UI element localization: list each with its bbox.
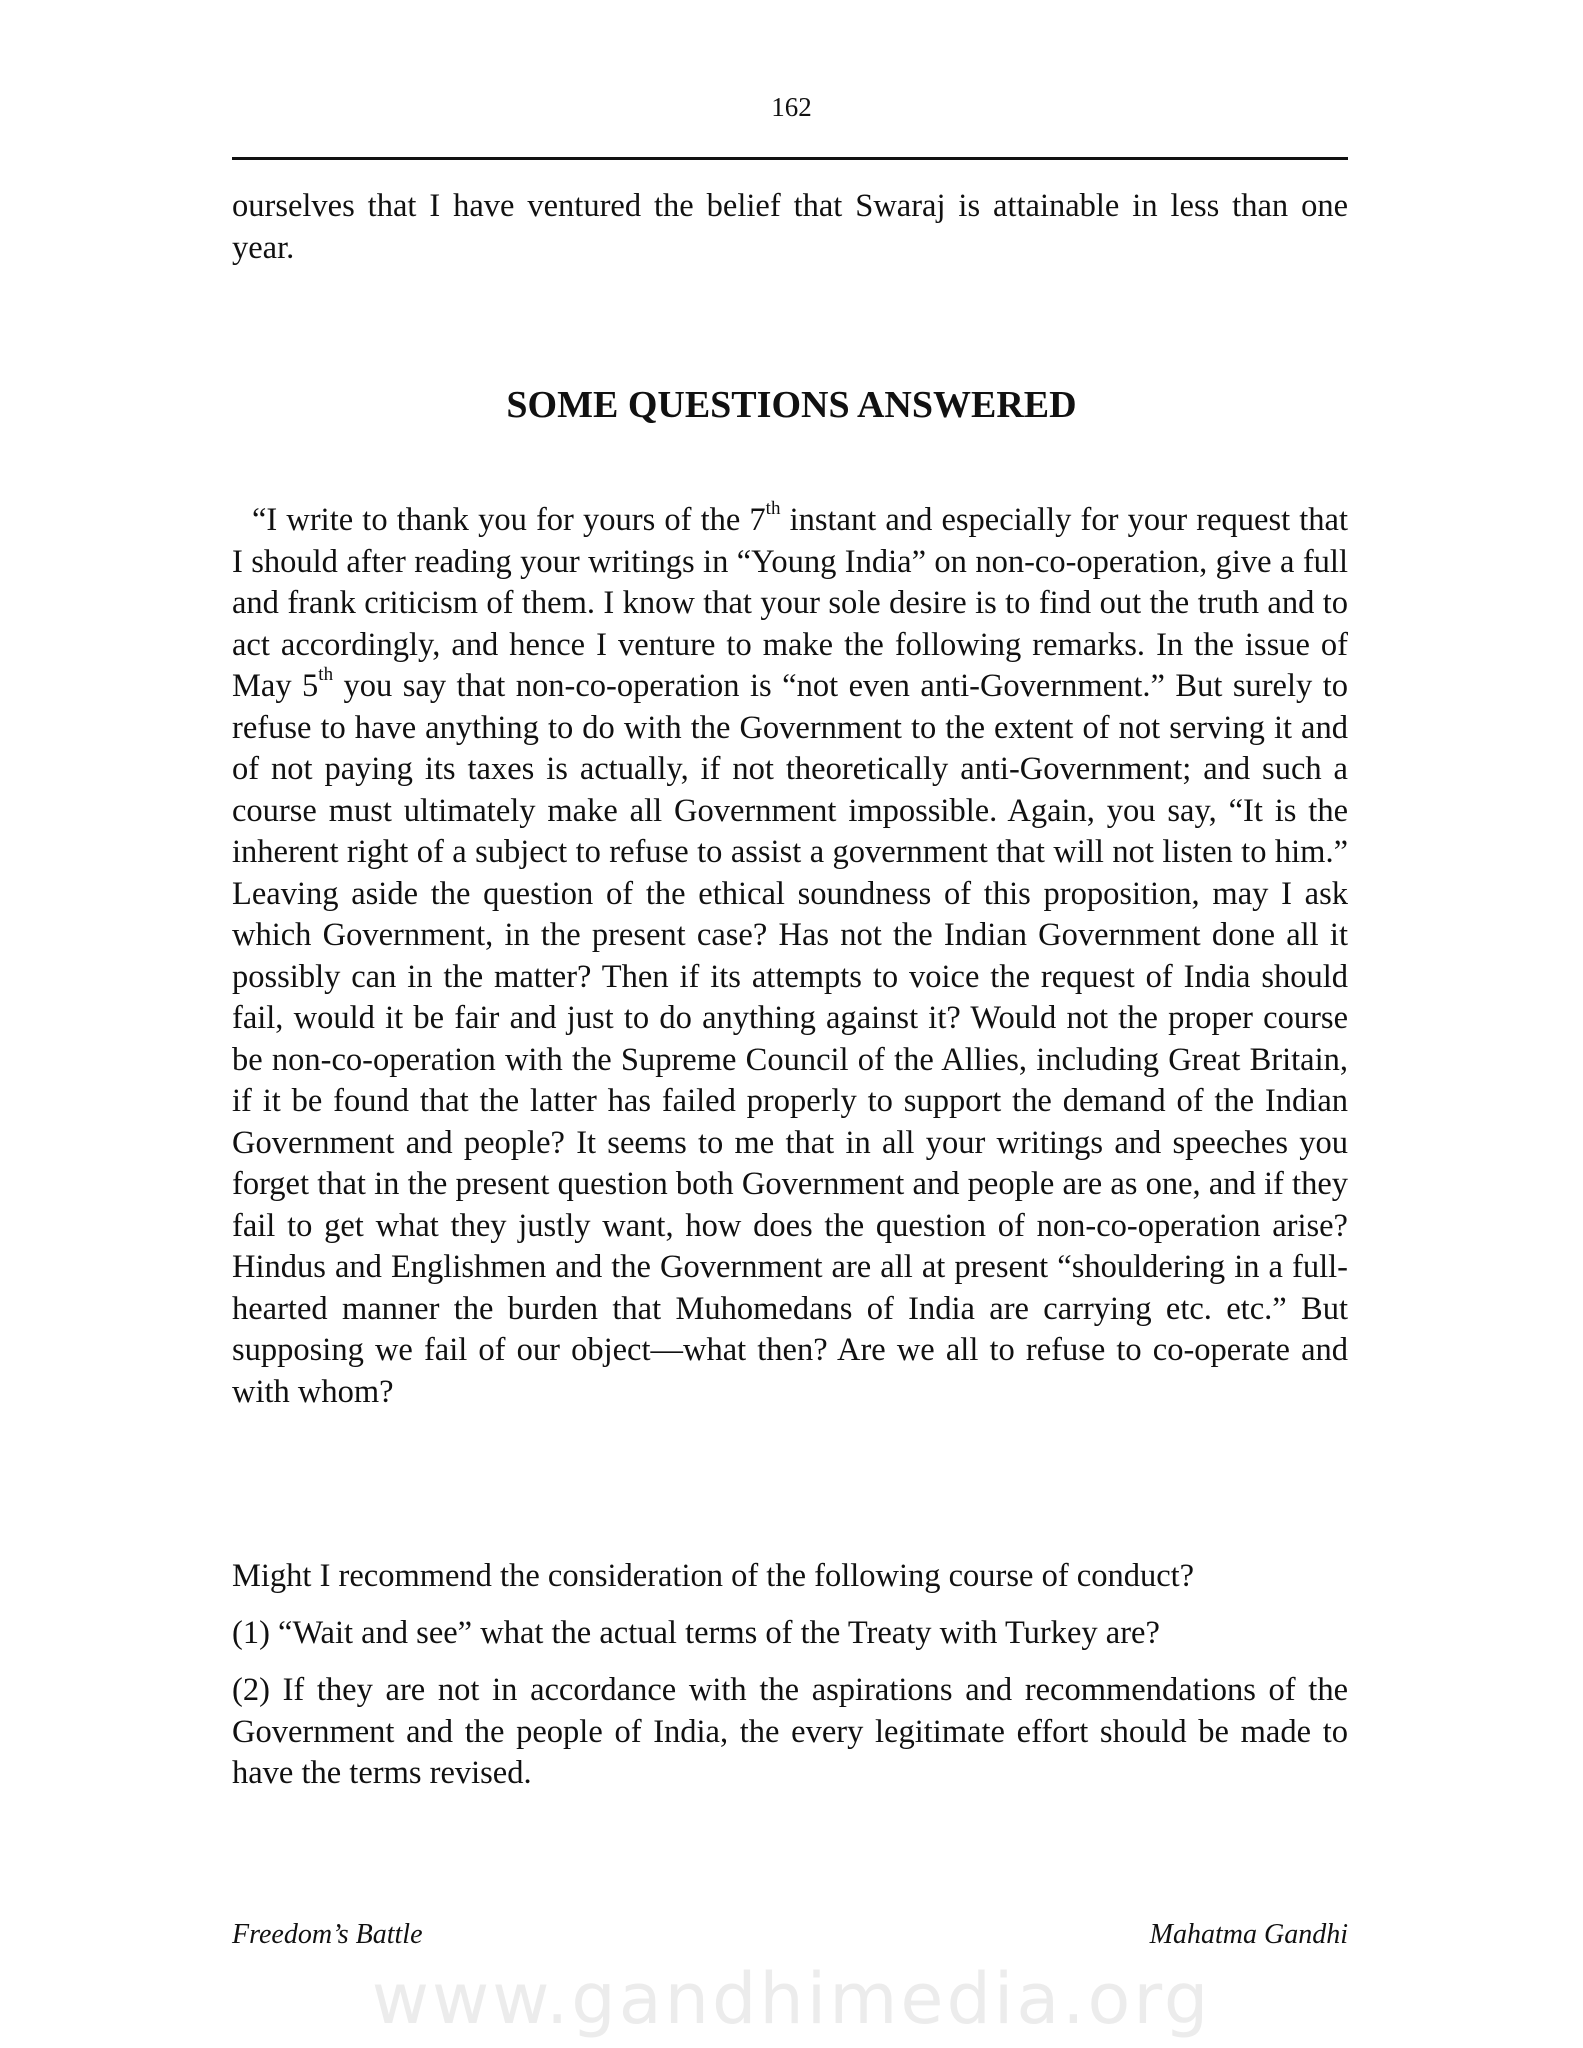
ordinal-suffix-2: th — [318, 664, 334, 686]
footer-book-title: Freedom’s Battle — [232, 1919, 423, 1950]
recommendation-paragraph: Might I recommend the consideration of the following course of conduct? — [232, 1558, 1195, 1594]
letter-text-part-2: instant and especially for your request that I should after reading your writings in “Young India” on non-co-operation, give a full and frank criticism of them. I know that your sole desire is to find out the truth and to act accordingly, and hence I venture to make the following remarks. In the issue of May 5 — [232, 502, 1349, 704]
header-divider — [232, 157, 1348, 160]
section-heading: SOME QUESTIONS ANSWERED — [506, 384, 1077, 426]
list-item-2: (2) If they are not in accordance with the aspirations and recommendations of the Government and the people of India, the every legitimate effort should be made to have the terms revised. — [232, 1672, 1348, 1791]
letter-paragraph — [232, 500, 1348, 1413]
letter-text-part-1: “I write to thank you for yours of the 7 — [252, 502, 766, 538]
watermark: www.gandhimedia.org — [371, 1958, 1212, 2040]
list-item-1: (1) “Wait and see” what the actual terms of the Treaty with Turkey are? — [232, 1615, 1160, 1651]
letter-text-part-3: you say that non-co-operation is “not even anti-Government.” But surely to refuse to have anything to do with the Government to the extent of not serving it and of not paying its taxes is actually, if not theoretically anti-Government; and such a course must ultimately make all Government impossible. Again, you say, “It is the inherent right of a subject to refuse to assist a government that will not listen to him.” Leaving aside the question of the ethical soundness of this proposition, may I ask which Government, in the present case? Has not the Indian Government done all it possibly can in the matter? Then if its attempts to voice the request of India should fail, would it be fair and just to do anything against it? Would not the proper course be non-co-operation with the Supreme Council of the Allies, including Great Britain, if it be found that the latter has failed properly to support the demand of the Indian Government and people? It seems to me that in all your writings and speeches you forget that in the present question both Government and people are as one, and if they fail to get what they justly want, how does the question of non-co-operation arise? Hindus and Englishmen and the Government are all at present “shouldering in a full-hearted manner the burden that Muhomedans of India are carrying etc. etc.” But supposing we fail of our object—what then? Are we all to refuse to co-operate and with whom? — [232, 668, 1349, 1410]
footer-author: Mahatma Gandhi — [1149, 1919, 1348, 1950]
continuation-paragraph: ourselves that I have ventured the belief that Swaraj is attainable in less than one year. — [232, 188, 1348, 266]
page-number: 162 — [771, 92, 812, 122]
ordinal-suffix-1: th — [765, 498, 781, 520]
